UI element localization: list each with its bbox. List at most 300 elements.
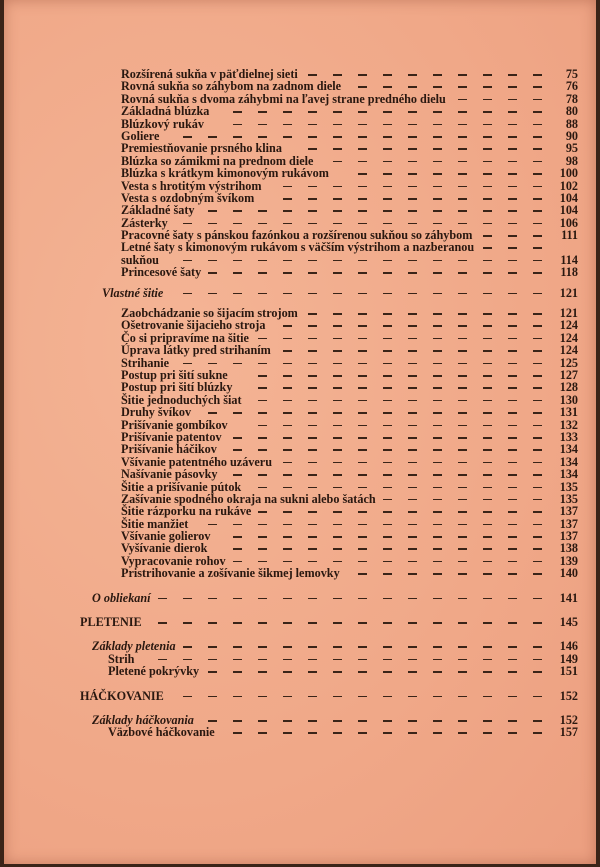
- toc-entry: [4, 690, 600, 702]
- leader-dash: [283, 350, 292, 352]
- leader-dash: [358, 720, 367, 722]
- leader-dash: [208, 210, 217, 212]
- toc-entry: [4, 714, 600, 726]
- leader-dash: [433, 173, 442, 175]
- toc-entry-title: O obliekaní: [92, 590, 151, 605]
- leader-dash: [308, 400, 317, 402]
- leader-dash: [483, 74, 492, 76]
- leader-dash: [333, 161, 342, 163]
- leader-dash: [483, 462, 492, 464]
- leader-dash: [508, 293, 517, 295]
- leader-dash: [433, 74, 442, 76]
- leader-dash: [283, 338, 292, 340]
- leader-dash: [333, 223, 342, 225]
- leader-dash: [408, 511, 417, 513]
- leader-dash: [308, 696, 317, 698]
- leader-dash: [383, 223, 392, 225]
- leader-dash: [308, 732, 317, 734]
- toc-entry: [4, 665, 600, 677]
- leader-dash: [483, 198, 492, 200]
- leader-dash: [233, 210, 242, 212]
- toc-entry-page: 90: [565, 128, 578, 143]
- leader-dash: [508, 186, 517, 188]
- leader-dash: [333, 111, 342, 113]
- leader-dash: [333, 400, 342, 402]
- toc-entry-page: 152: [559, 688, 578, 703]
- leader-dash: [183, 136, 192, 138]
- leader-dash: [233, 449, 242, 451]
- toc-entry: [4, 640, 600, 652]
- leader-dash: [258, 412, 267, 414]
- leader-dash: [383, 350, 392, 352]
- leader-dash: [508, 598, 517, 600]
- toc-entry: [4, 80, 600, 92]
- toc-entry: [4, 518, 600, 530]
- leader-dash: [533, 536, 542, 538]
- leader-dash: [433, 573, 442, 575]
- leader-dash: [458, 74, 467, 76]
- leader-dash: [408, 449, 417, 451]
- leader-dash: [333, 646, 342, 648]
- leader-dash: [333, 720, 342, 722]
- toc-entry-title: Postup pri šití sukne: [121, 367, 228, 382]
- leader-dash: [283, 548, 292, 550]
- leader-dash: [208, 720, 217, 722]
- leader-dash: [358, 671, 367, 673]
- leader-dash: [208, 223, 217, 225]
- leader-dash: [508, 449, 517, 451]
- leader-dash: [433, 210, 442, 212]
- leader-dash: [183, 659, 192, 661]
- toc-entry: [4, 180, 600, 192]
- leader-dash: [508, 350, 517, 352]
- leader-dash: [458, 474, 467, 476]
- toc-entry-title: Rovná sukňa s dvoma záhybmi na ľavej strane predného dielu: [121, 91, 446, 106]
- toc-entry: [4, 530, 600, 542]
- leader-dash: [483, 425, 492, 427]
- toc-entry: [4, 93, 600, 105]
- leader-dash: [408, 338, 417, 340]
- leader-dash: [533, 524, 542, 526]
- leader-dash: [258, 622, 267, 624]
- toc-entry-page: 138: [559, 541, 578, 556]
- leader-dash: [408, 400, 417, 402]
- leader-dash: [333, 561, 342, 563]
- leader-dash: [433, 524, 442, 526]
- leader-dash: [533, 511, 542, 513]
- leader-dash: [383, 474, 392, 476]
- leader-dash: [383, 272, 392, 274]
- leader-dash: [358, 223, 367, 225]
- leader-dash: [308, 148, 317, 150]
- leader-dash: [208, 598, 217, 600]
- leader-dash: [358, 210, 367, 212]
- leader-dash: [508, 425, 517, 427]
- toc-entry: [4, 130, 600, 142]
- toc-entry-title: Zašívanie spodného okraja na sukni alebo šatách: [121, 491, 376, 506]
- leader-dash: [433, 223, 442, 225]
- leader-dash: [208, 646, 217, 648]
- leader-dash: [358, 487, 367, 489]
- toc-entry: [4, 105, 600, 117]
- leader-dash: [383, 511, 392, 513]
- leader-dash: [258, 536, 267, 538]
- toc-entry: [4, 118, 600, 130]
- leader-dash: [258, 696, 267, 698]
- leader-dash: [433, 732, 442, 734]
- leader-dash: [233, 111, 242, 113]
- leader-dash: [233, 720, 242, 722]
- toc-entry: [4, 592, 600, 604]
- leader-dash: [258, 363, 267, 365]
- leader-dash: [283, 400, 292, 402]
- leader-dash: [383, 622, 392, 624]
- leader-dash: [433, 350, 442, 352]
- leader-dash: [258, 124, 267, 126]
- leader-dash: [433, 161, 442, 163]
- leader-dash: [533, 622, 542, 624]
- leader-dash: [408, 524, 417, 526]
- leader-dash: [183, 646, 192, 648]
- leader-dash: [483, 235, 492, 237]
- leader-dash: [433, 474, 442, 476]
- leader-dash: [358, 148, 367, 150]
- leader-dash: [408, 474, 417, 476]
- leader-dash: [283, 659, 292, 661]
- leader-dash: [408, 198, 417, 200]
- leader-dash: [308, 387, 317, 389]
- leader-dash: [458, 161, 467, 163]
- leader-dash: [408, 223, 417, 225]
- leader-dash: [533, 99, 542, 101]
- leader-dash: [233, 659, 242, 661]
- leader-dash: [458, 646, 467, 648]
- leader-dash: [283, 511, 292, 513]
- leader-dash: [208, 696, 217, 698]
- leader-dash: [358, 732, 367, 734]
- leader-dash: [208, 412, 217, 414]
- toc-entry-page: 78: [565, 91, 578, 106]
- toc-entry-page: 111: [561, 228, 578, 243]
- leader-dash: [258, 474, 267, 476]
- leader-dash: [508, 474, 517, 476]
- toc-entry-title: Šitie rázporku na rukáve: [121, 504, 252, 519]
- leader-dash: [408, 363, 417, 365]
- leader-dash: [533, 671, 542, 673]
- leader-dash: [483, 210, 492, 212]
- leader-dash: [358, 74, 367, 76]
- leader-dash: [533, 598, 542, 600]
- leader-dash: [308, 462, 317, 464]
- leader-dash: [408, 148, 417, 150]
- leader-dash: [383, 659, 392, 661]
- leader-dash: [283, 210, 292, 212]
- toc-entry-page: 135: [559, 491, 578, 506]
- leader-dash: [383, 338, 392, 340]
- toc-entry-title: Blúzka so zámikmi na prednom diele: [121, 153, 314, 168]
- leader-dash: [483, 350, 492, 352]
- toc-entry-page: 88: [565, 116, 578, 131]
- leader-dash: [483, 223, 492, 225]
- leader-dash: [233, 293, 242, 295]
- leader-dash: [308, 548, 317, 550]
- leader-dash: [383, 561, 392, 563]
- leader-dash: [158, 598, 167, 600]
- leader-dash: [383, 161, 392, 163]
- leader-dash: [433, 536, 442, 538]
- leader-dash: [483, 186, 492, 188]
- leader-dash: [358, 561, 367, 563]
- leader-dash: [533, 387, 542, 389]
- leader-dash: [383, 86, 392, 88]
- leader-dash: [533, 223, 542, 225]
- toc-entry-title: Princesové šaty: [121, 265, 202, 280]
- leader-dash: [508, 74, 517, 76]
- leader-dash: [183, 696, 192, 698]
- leader-dash: [408, 272, 417, 274]
- leader-dash: [508, 548, 517, 550]
- leader-dash: [533, 198, 542, 200]
- toc-entry-page: 139: [559, 553, 578, 568]
- leader-dash: [458, 313, 467, 315]
- leader-dash: [508, 325, 517, 327]
- leader-dash: [458, 387, 467, 389]
- toc-entry-title: Všívanie golierov: [121, 529, 211, 544]
- leader-dash: [483, 561, 492, 563]
- leader-dash: [533, 161, 542, 163]
- leader-dash: [458, 186, 467, 188]
- leader-dash: [433, 293, 442, 295]
- leader-dash: [483, 325, 492, 327]
- leader-dash: [483, 161, 492, 163]
- leader-dash: [433, 186, 442, 188]
- leader-dash: [483, 247, 492, 249]
- leader-dash: [333, 148, 342, 150]
- leader-dash: [258, 260, 267, 262]
- leader-dash: [383, 412, 392, 414]
- leader-dash: [458, 363, 467, 365]
- table-of-contents: [4, 68, 600, 739]
- leader-dash: [333, 449, 342, 451]
- leader-dash: [508, 363, 517, 365]
- leader-dash: [333, 186, 342, 188]
- leader-dash: [408, 536, 417, 538]
- leader-dash: [183, 293, 192, 295]
- leader-dash: [483, 313, 492, 315]
- leader-dash: [358, 136, 367, 138]
- leader-dash: [358, 412, 367, 414]
- leader-dash: [258, 375, 267, 377]
- toc-entry-page: 137: [559, 516, 578, 531]
- leader-dash: [408, 111, 417, 113]
- leader-dash: [458, 400, 467, 402]
- toc-entry-page: 124: [559, 318, 578, 333]
- leader-dash: [383, 437, 392, 439]
- toc-entry-title: Letné šaty s kimonovým rukávom s väčším výstrihom a nazberanou: [121, 240, 475, 255]
- toc-entry-title: Prišívanie patentov: [121, 429, 222, 444]
- leader-dash: [483, 136, 492, 138]
- leader-dash: [358, 536, 367, 538]
- toc-entry-page: 80: [565, 104, 578, 119]
- leader-dash: [308, 474, 317, 476]
- leader-dash: [258, 524, 267, 526]
- leader-dash: [258, 437, 267, 439]
- leader-dash: [483, 573, 492, 575]
- leader-dash: [308, 598, 317, 600]
- leader-dash: [483, 511, 492, 513]
- leader-dash: [533, 462, 542, 464]
- leader-dash: [433, 375, 442, 377]
- toc-entry-page: 128: [559, 380, 578, 395]
- leader-dash: [508, 622, 517, 624]
- leader-dash: [508, 124, 517, 126]
- leader-dash: [383, 696, 392, 698]
- leader-dash: [458, 437, 467, 439]
- toc-entry: [4, 192, 600, 204]
- leader-dash: [283, 412, 292, 414]
- leader-dash: [433, 437, 442, 439]
- leader-dash: [283, 198, 292, 200]
- leader-dash: [433, 646, 442, 648]
- leader-dash: [358, 387, 367, 389]
- leader-dash: [483, 293, 492, 295]
- leader-dash: [508, 375, 517, 377]
- leader-dash: [508, 412, 517, 414]
- leader-dash: [433, 111, 442, 113]
- leader-dash: [233, 260, 242, 262]
- leader-dash: [383, 598, 392, 600]
- leader-dash: [433, 124, 442, 126]
- leader-dash: [258, 598, 267, 600]
- leader-dash: [233, 646, 242, 648]
- leader-dash: [283, 363, 292, 365]
- toc-entry-page: 134: [559, 467, 578, 482]
- leader-dash: [358, 400, 367, 402]
- leader-dash: [433, 671, 442, 673]
- leader-dash: [333, 659, 342, 661]
- leader-dash: [483, 671, 492, 673]
- toc-entry-page: 152: [559, 712, 578, 727]
- toc-entry-title: PLETENIE: [80, 615, 142, 630]
- leader-dash: [533, 548, 542, 550]
- leader-dash: [333, 412, 342, 414]
- leader-dash: [258, 561, 267, 563]
- leader-dash: [383, 536, 392, 538]
- leader-dash: [533, 260, 542, 262]
- toc-entry: [4, 307, 600, 319]
- leader-dash: [333, 598, 342, 600]
- leader-dash: [333, 462, 342, 464]
- toc-entry-page: 146: [559, 639, 578, 654]
- toc-entry-page: 106: [559, 215, 578, 230]
- leader-dash: [258, 400, 267, 402]
- leader-dash: [358, 260, 367, 262]
- leader-dash: [433, 659, 442, 661]
- leader-dash: [508, 573, 517, 575]
- leader-dash: [533, 412, 542, 414]
- leader-dash: [258, 548, 267, 550]
- leader-dash: [408, 499, 417, 501]
- leader-dash: [358, 375, 367, 377]
- leader-dash: [508, 111, 517, 113]
- leader-dash: [258, 487, 267, 489]
- leader-dash: [308, 124, 317, 126]
- leader-dash: [483, 720, 492, 722]
- leader-dash: [508, 561, 517, 563]
- leader-dash: [433, 499, 442, 501]
- leader-dash: [458, 671, 467, 673]
- leader-dash: [308, 646, 317, 648]
- toc-entry-title: Našívanie pásovky: [121, 467, 218, 482]
- leader-dash: [533, 173, 542, 175]
- toc-entry: [4, 505, 600, 517]
- leader-dash: [383, 136, 392, 138]
- leader-dash: [208, 622, 217, 624]
- leader-dash: [533, 659, 542, 661]
- leader-dash: [458, 375, 467, 377]
- leader-dash: [308, 363, 317, 365]
- leader-dash: [308, 437, 317, 439]
- toc-entry: [4, 344, 600, 356]
- leader-dash: [233, 548, 242, 550]
- leader-dash: [533, 400, 542, 402]
- leader-dash: [333, 696, 342, 698]
- leader-dash: [508, 400, 517, 402]
- leader-dash: [358, 462, 367, 464]
- leader-dash: [308, 720, 317, 722]
- leader-dash: [358, 198, 367, 200]
- leader-dash: [258, 659, 267, 661]
- leader-dash: [533, 111, 542, 113]
- leader-dash: [483, 387, 492, 389]
- leader-dash: [533, 235, 542, 237]
- leader-dash: [258, 111, 267, 113]
- leader-dash: [408, 659, 417, 661]
- toc-entry-title: Šitie jednoduchých šiat: [121, 392, 242, 407]
- leader-dash: [358, 659, 367, 661]
- leader-dash: [433, 260, 442, 262]
- leader-dash: [533, 293, 542, 295]
- leader-dash: [458, 136, 467, 138]
- leader-dash: [483, 412, 492, 414]
- leader-dash: [533, 375, 542, 377]
- toc-entry-page: 75: [565, 67, 578, 81]
- toc-entry: [4, 443, 600, 455]
- leader-dash: [358, 313, 367, 315]
- leader-dash: [333, 293, 342, 295]
- leader-dash: [433, 622, 442, 624]
- leader-dash: [483, 499, 492, 501]
- leader-dash: [383, 425, 392, 427]
- leader-dash: [333, 387, 342, 389]
- leader-dash: [533, 136, 542, 138]
- leader-dash: [308, 293, 317, 295]
- leader-dash: [508, 338, 517, 340]
- leader-dash: [508, 86, 517, 88]
- leader-dash: [508, 173, 517, 175]
- toc-entry-title: Čo si pripravíme na šitie: [121, 330, 249, 345]
- leader-dash: [383, 720, 392, 722]
- leader-dash: [533, 272, 542, 274]
- leader-dash: [508, 313, 517, 315]
- toc-entry-title: Šitie manžiet: [121, 516, 189, 531]
- toc-entry-title: Základy háčkovania: [92, 712, 194, 727]
- leader-dash: [408, 173, 417, 175]
- leader-dash: [283, 536, 292, 538]
- leader-dash: [408, 260, 417, 262]
- leader-dash: [383, 387, 392, 389]
- toc-entry: [4, 394, 600, 406]
